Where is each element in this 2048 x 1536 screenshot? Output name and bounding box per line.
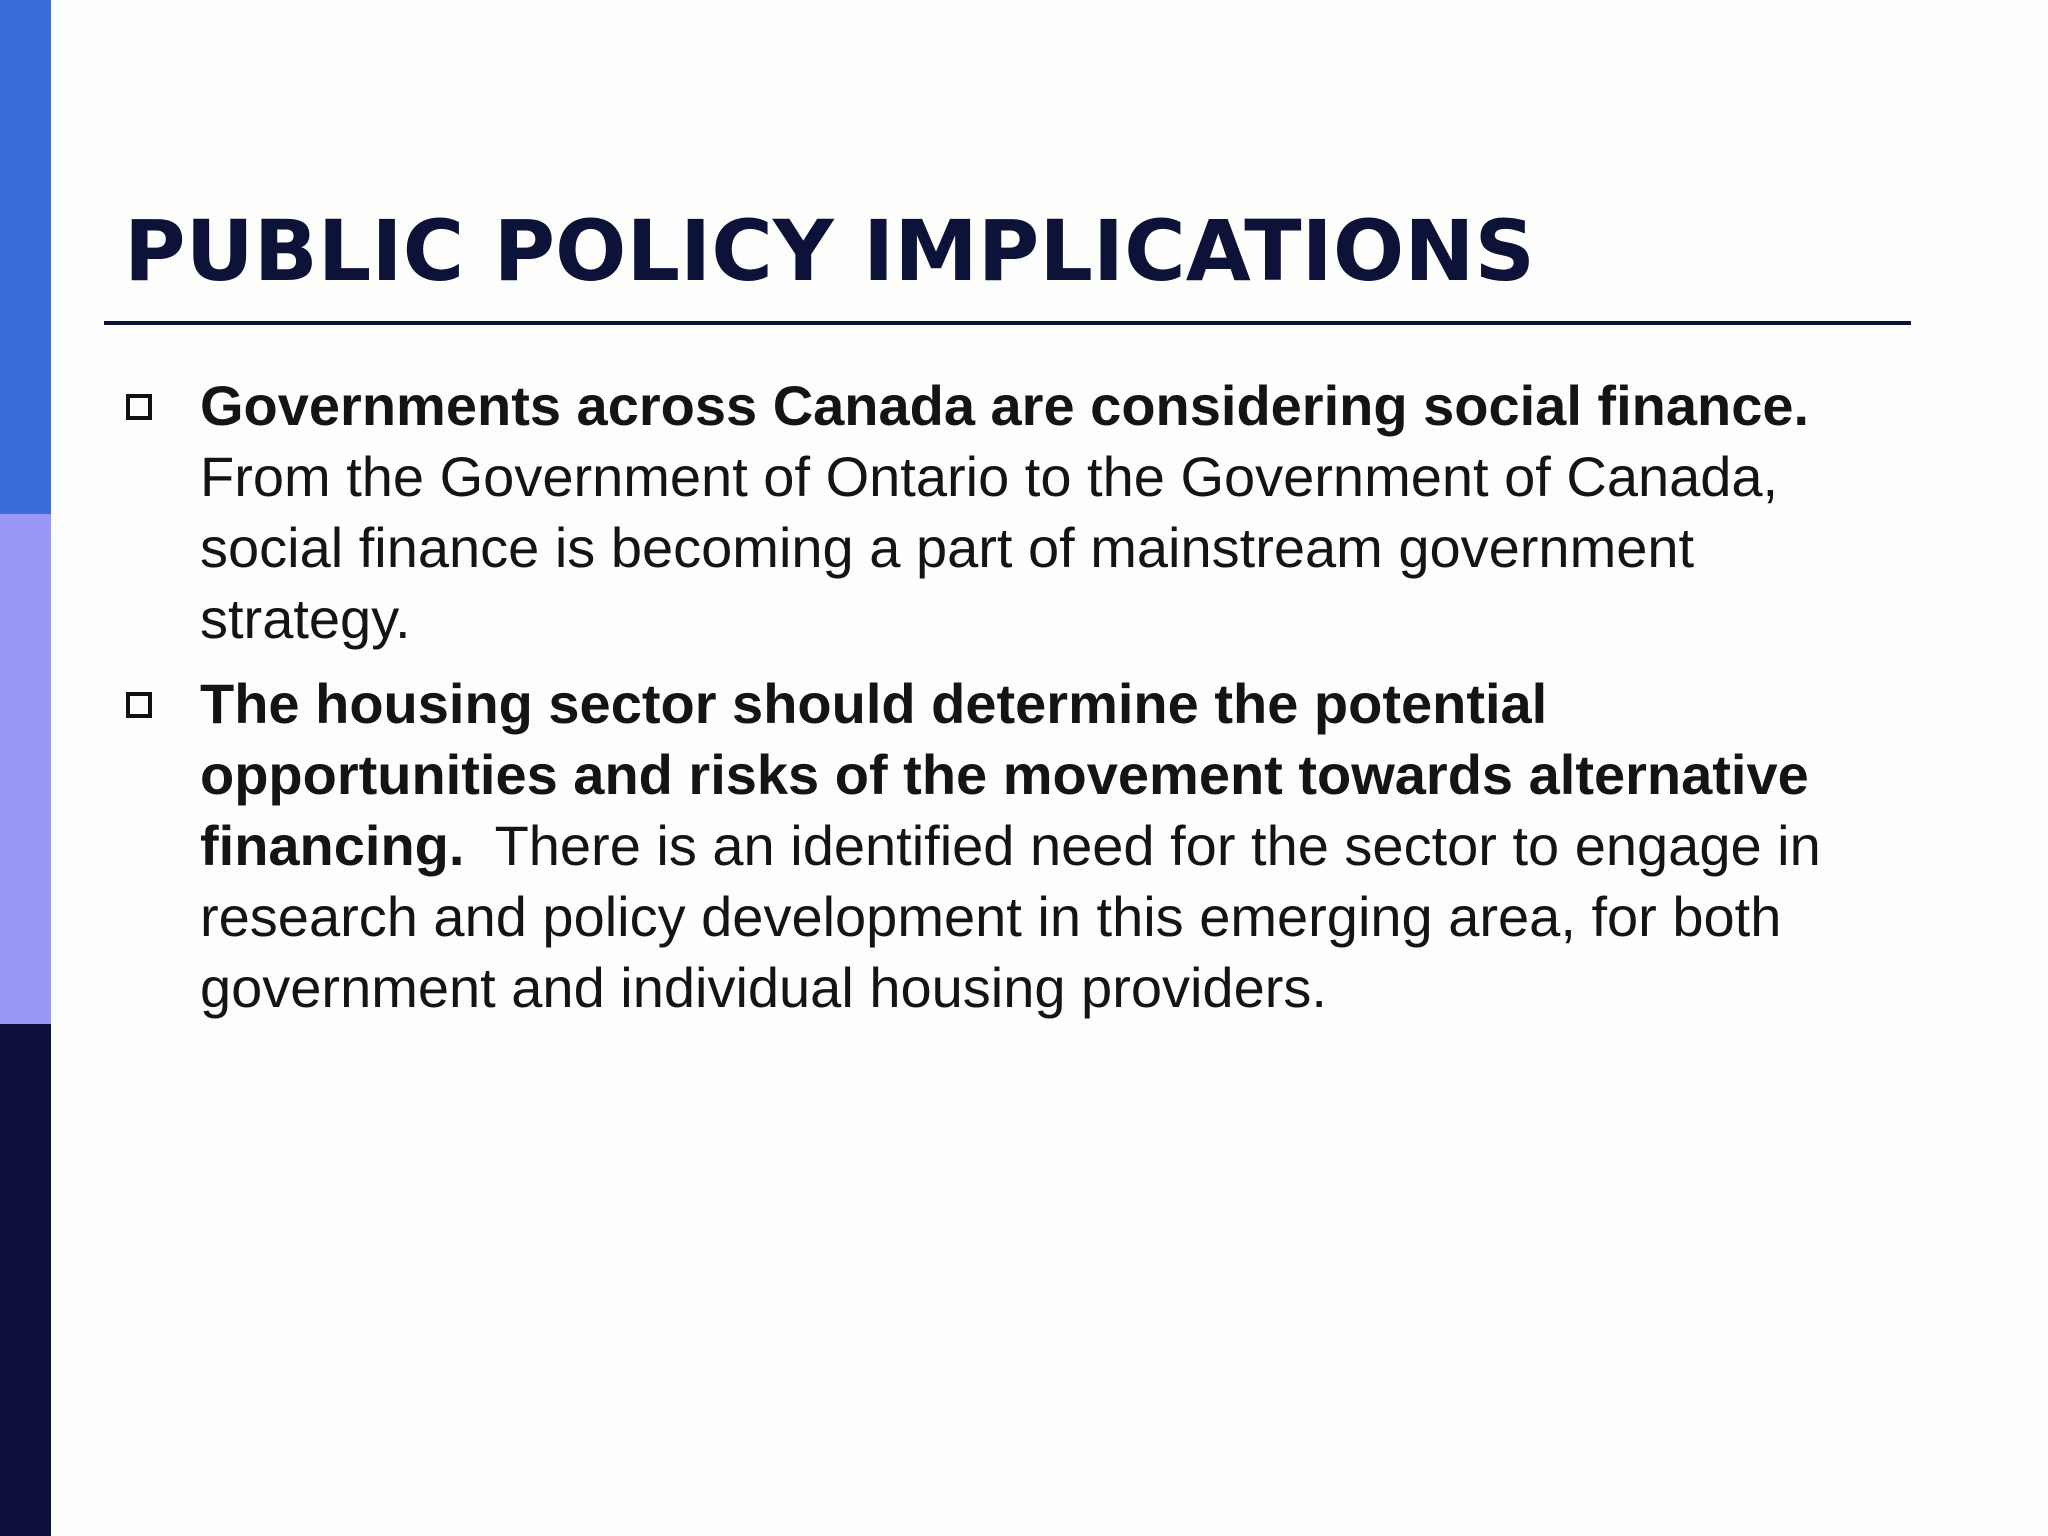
sidebar-segment-middle <box>0 514 51 1024</box>
bullet-body: There is an identified need for the sector to engage in research and policy development in this emerging area, for both government and individual housing providers. <box>200 814 1821 1019</box>
bullet-body: From the Government of Ontario to the Government of Canada, social finance is becoming a part of mainstream government strategy. <box>200 445 1779 650</box>
sidebar-segment-bottom <box>0 1024 51 1536</box>
sidebar-accent <box>0 0 51 1536</box>
slide-title: PUBLIC POLICY IMPLICATIONS <box>124 202 1536 300</box>
bullet-heading: The housing sector should determine the potential opportunities and risks of the movement towards alternative financing. <box>200 672 1809 877</box>
title-divider <box>104 321 1911 325</box>
bullet-item <box>126 370 1916 654</box>
bullet-heading: Governments across Canada are considering social finance. <box>200 374 1810 437</box>
sidebar-segment-top <box>0 0 51 514</box>
bullet-list <box>126 370 1916 1037</box>
square-bullet-icon <box>126 394 152 420</box>
bullet-item <box>126 668 1916 1023</box>
square-bullet-icon <box>126 692 152 718</box>
